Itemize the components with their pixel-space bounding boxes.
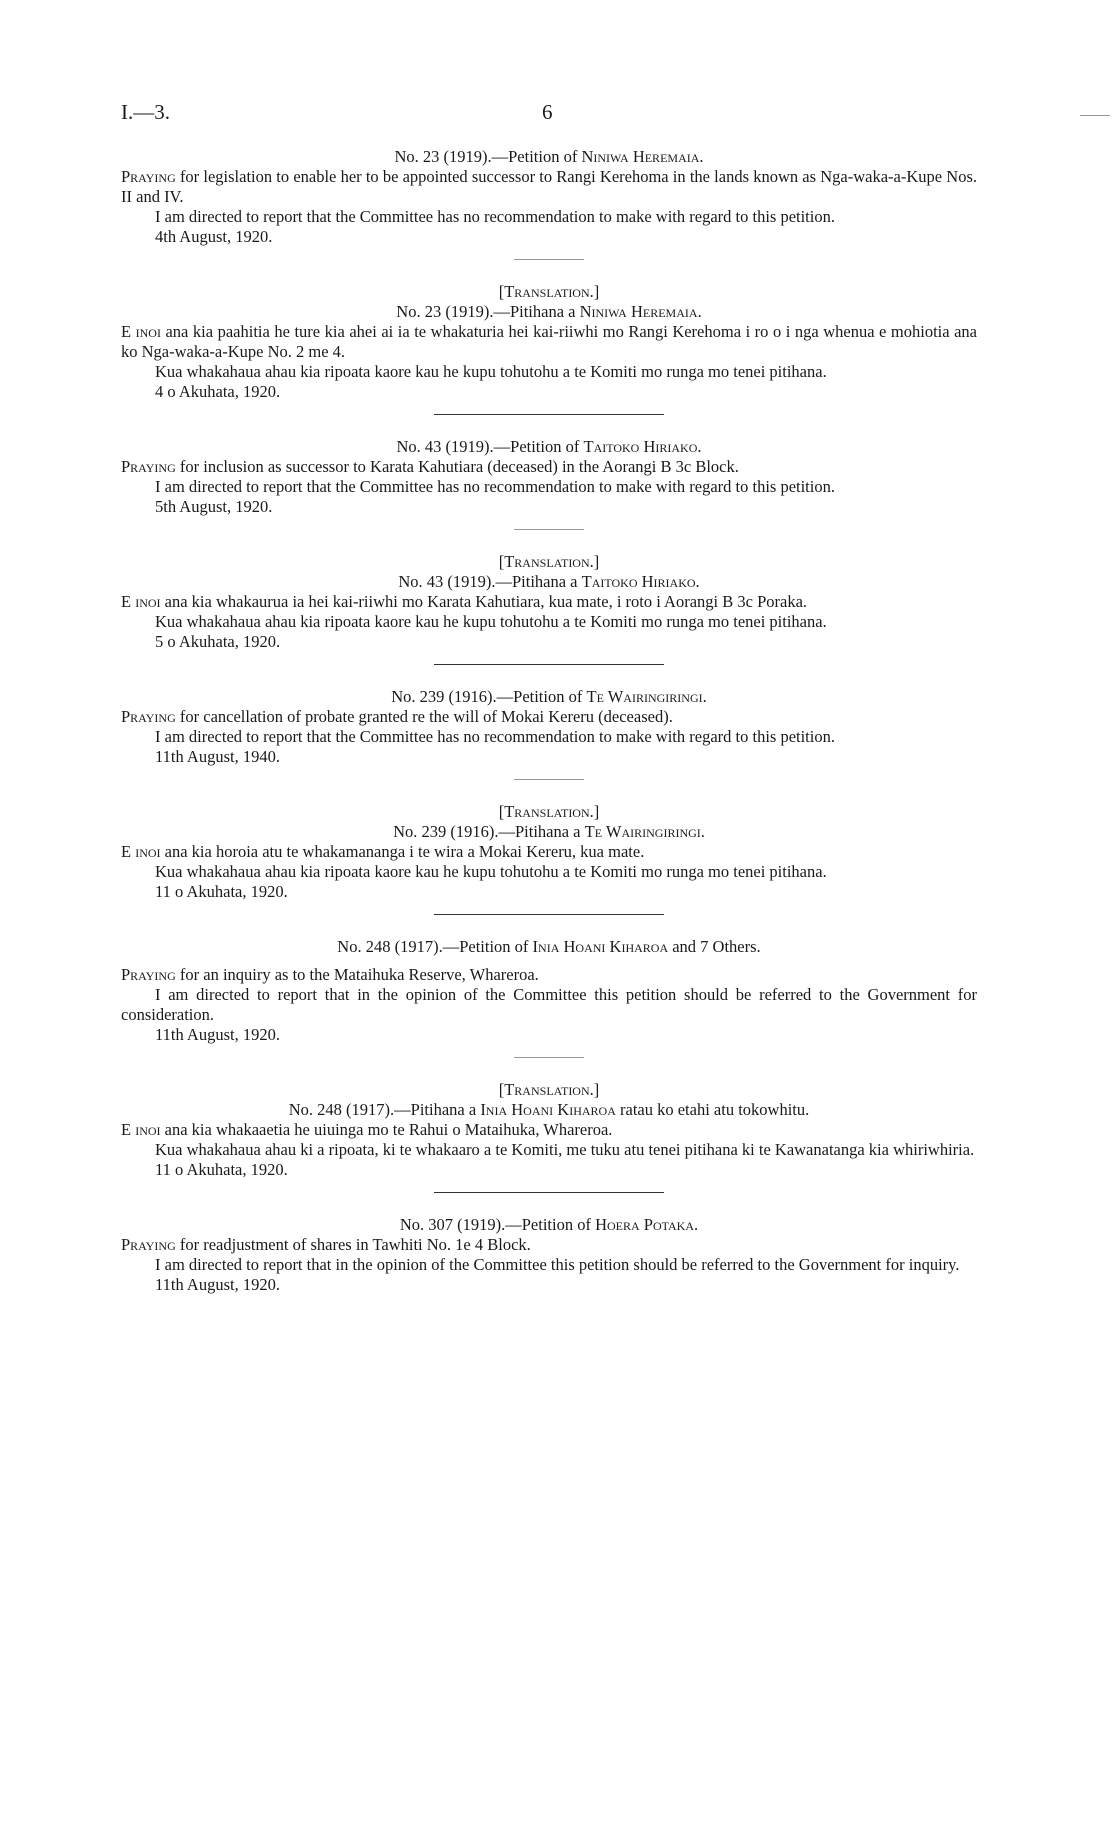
petition-date: 5th August, 1920. — [155, 497, 273, 516]
translation-report: Kua whakahaua ahau kia ripoata kaore kau he kupu tohutohu a te Komiti mo runga mo tenei pitihana. — [155, 862, 827, 881]
translation-label: [Translation.] — [498, 552, 600, 571]
petition-date: 11th August, 1920. — [155, 1025, 280, 1044]
translation-date: 11 o Akuhata, 1920. — [155, 882, 288, 901]
translation-title: No. 239 (1916).—Pitihana a Te Wairingiringi. — [393, 822, 705, 841]
page-number: 6 — [542, 100, 553, 124]
translation-title: No. 248 (1917).—Pitihana a Inia Hoani Kiharoa ratau ko etahi atu tokowhitu. — [288, 1100, 810, 1119]
petition-report: I am directed to report that the Committee has no recommendation to make with regard to this petition. — [155, 727, 835, 746]
petition-entry — [121, 687, 977, 767]
translation-label: [Translation.] — [498, 802, 600, 821]
petition-date: 4th August, 1920. — [155, 227, 273, 246]
document-reference: I.—3. — [121, 100, 170, 124]
translation-prayer: E inoi ana kia paahitia he ture kia ahei ai ia te whakaturia hei kai-riiwhi mo Rangi Kerehoma i ro o i nga whenua e mohiotia ana ko Nga-waka-a-Kupe No. 2 me 4. — [121, 322, 977, 361]
petition-prayer: Praying for legislation to enable her to be appointed successor to Rangi Kerehoma in the lands known as Nga-waka-a-Kupe Nos. II and IV. — [121, 167, 977, 206]
translation-date: 5 o Akuhata, 1920. — [155, 632, 281, 651]
petition-title: No. 43 (1919).—Petition of Taitoko Hiriako. — [396, 437, 702, 456]
petition-prayer: Praying for an inquiry as to the Mataihuka Reserve, Wharerоa. — [121, 965, 539, 984]
petition-prayer: Praying for cancellation of probate granted re the will of Mokai Kereru (deceased). — [121, 707, 673, 726]
translation-report: Kua whakahaua ahau ki a ripoata, ki te whakaaro a te Komiti, me tuku atu tenei pitihana ki te Kawanatanga kia whiriwhiria. — [155, 1140, 975, 1159]
translation-prayer: E inoi ana kia whakaurua ia hei kai-riiwhi mo Karata Kahutiara, kua mate, i roto i Aorangi B 3c Poraka. — [121, 592, 808, 611]
translation-report: Kua whakahaua ahau kia ripoata kaore kau he kupu tohutohu a te Komiti mo runga mo tenei pitihana. — [155, 612, 827, 631]
translation-entry — [121, 552, 977, 652]
petition-title: No. 23 (1919).—Petition of Niniwa Heremaia. — [394, 147, 704, 166]
translation-title: No. 43 (1919).—Pitihana a Taitoko Hiriako. — [398, 572, 700, 591]
translation-prayer: E inoi ana kia horoia atu te whakamananga i te wira a Mokai Kereru, kua mate. — [121, 842, 645, 861]
petition-title: No. 239 (1916).—Petition of Te Wairingiringi. — [391, 687, 707, 706]
petition-report: I am directed to report that in the opinion of the Committee this petition should be referred to the Government for consideration. — [121, 985, 977, 1024]
translation-title: No. 23 (1919).—Pitihana a Niniwa Heremaia. — [396, 302, 702, 321]
petition-entry — [121, 147, 977, 247]
petition-title: No. 307 (1919).—Petition of Hoera Potaka. — [399, 1215, 699, 1234]
header-rule — [1080, 115, 1110, 116]
translation-entry — [121, 282, 977, 402]
petition-report: I am directed to report that in the opinion of the Committee this petition should be referred to the Government for inquiry. — [155, 1255, 960, 1274]
petition-prayer: Praying for inclusion as successor to Karata Kahutiara (deceased) in the Aorangi B 3c Block. — [121, 457, 739, 476]
translation-label: [Translation.] — [498, 282, 600, 301]
translation-label: [Translation.] — [498, 1080, 600, 1099]
translation-prayer: E inoi ana kia whakaaetia he uiuinga mo te Rahui o Mataihuka, Wharerоa. — [121, 1120, 613, 1139]
petition-report: I am directed to report that the Committee has no recommendation to make with regard to this petition. — [155, 477, 835, 496]
petition-entry — [121, 937, 977, 1045]
petition-title: No. 248 (1917).—Petition of Inia Hoani Kiharoa and 7 Others. — [337, 937, 761, 956]
petition-date: 11th August, 1940. — [155, 747, 280, 766]
petition-prayer: Praying for readjustment of shares in Tawhiti No. 1e 4 Block. — [121, 1235, 531, 1254]
translation-entry — [121, 802, 977, 902]
translation-report: Kua whakahaua ahau kia ripoata kaore kau he kupu tohutohu a te Komiti mo runga mo tenei pitihana. — [155, 362, 827, 381]
translation-date: 11 o Akuhata, 1920. — [155, 1160, 288, 1179]
petition-entry — [121, 437, 977, 517]
petition-report: I am directed to report that the Committee has no recommendation to make with regard to this petition. — [155, 207, 835, 226]
petitions-body — [121, 147, 977, 1295]
translation-entry — [121, 1080, 977, 1180]
petition-date: 11th August, 1920. — [155, 1275, 280, 1294]
petition-entry — [121, 1215, 977, 1295]
translation-date: 4 o Akuhata, 1920. — [155, 382, 281, 401]
